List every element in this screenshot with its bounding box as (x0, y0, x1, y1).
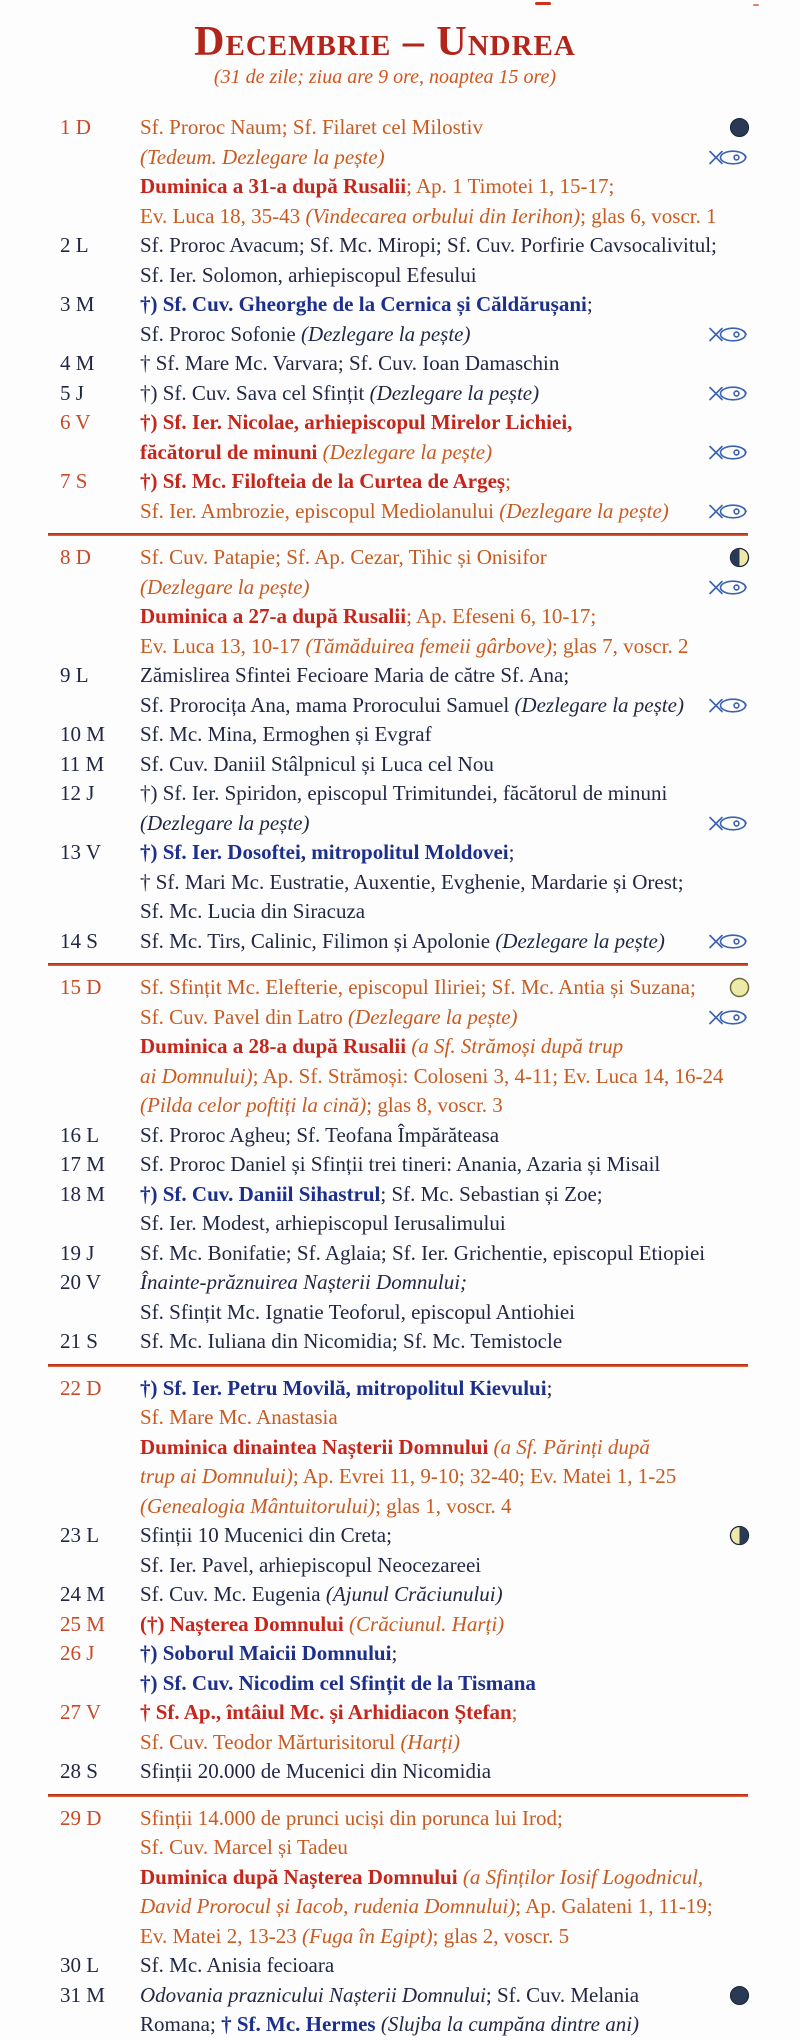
text-segment: Înainte-prăznuirea Nașterii Domnului; (140, 1270, 468, 1295)
fish-icon (708, 696, 750, 715)
fish-icon (708, 1008, 750, 1027)
text-segment: (a Sf. Strămoși după trup (411, 1034, 624, 1059)
text-segment: David Prorocul și Iacob, rudenia Domnului) (140, 1894, 516, 1919)
text-segment: ; (505, 469, 511, 494)
calendar-day-row (60, 408, 750, 467)
day-date: 17 M (60, 1152, 105, 1177)
calendar-day-row (60, 1374, 750, 1522)
text-segment: Duminica a 31-a după Rusalii (140, 174, 407, 199)
day-line (140, 320, 750, 350)
day-line (140, 927, 750, 957)
text-segment: ; Ap. Sf. Strămoși: Coloseni 3, 4-11; Ev. Luca 14, 16-24 (252, 1063, 724, 1088)
text-segment: ; Ap. Efeseni 6, 10-17; (406, 604, 597, 629)
day-line (140, 1327, 750, 1357)
day-line (140, 1639, 750, 1669)
day-line (140, 1521, 750, 1551)
day-line (140, 113, 750, 143)
day-entries (140, 661, 750, 720)
day-date: 15 D (60, 975, 102, 1000)
text-segment: †) Soborul Maicii Domnului (140, 1641, 392, 1666)
day-line (140, 379, 750, 409)
day-line (140, 290, 750, 320)
text-segment: †) Sf. Cuv. Daniil Sihastrul (140, 1181, 381, 1206)
text-segment: Sf. Cuv. Mc. Eugenia (140, 1582, 326, 1607)
day-date: 22 D (60, 1375, 102, 1400)
day-entries (140, 113, 750, 231)
day-line (140, 1062, 750, 1092)
text-segment: (Vindecarea orbului din Ierihon) (305, 203, 581, 228)
text-segment: Duminica a 27-a după Rusalii (140, 604, 407, 629)
calendar-day-row (60, 1180, 750, 1239)
text-segment: Sf. Mc. Bonifatie; Sf. Aglaia; Sf. Ier. Grichentie, episcopul Etiopiei (140, 1240, 706, 1265)
text-segment: ; Sf. Mc. Sebastian și Zoe; (380, 1181, 603, 1206)
day-line (140, 661, 750, 691)
day-date: 21 S (60, 1329, 98, 1354)
day-line (140, 1951, 750, 1981)
calendar-day-row (60, 927, 750, 957)
day-line (140, 261, 750, 291)
text-segment: ; (391, 1641, 398, 1666)
moon-icon (729, 117, 750, 138)
calendar-day-row (60, 290, 750, 349)
fish-icon (708, 443, 750, 462)
text-segment: †) Sf. Ier. Nicolae, arhiepiscopul Mirelor Lichiei, (140, 410, 573, 435)
day-line (140, 691, 750, 721)
text-segment: ; glas 1, voscr. 4 (375, 1493, 512, 1518)
text-segment: Sf. Proroc Naum; Sf. Filaret cel Milostiv (140, 115, 483, 140)
calendar-day-row (60, 1951, 750, 1981)
day-date: 8 D (60, 545, 91, 570)
day-line (140, 1804, 750, 1834)
text-segment: Duminica a 28-a după Rusalii (140, 1034, 412, 1059)
text-segment: ; Ap. 1 Timotei 1, 15-17; (406, 174, 615, 199)
day-date: 3 M (60, 292, 95, 317)
day-line (140, 1032, 750, 1062)
calendar-day-row (60, 1121, 750, 1151)
calendar-day-list (60, 113, 750, 2040)
calendar-day-row (60, 1268, 750, 1327)
text-segment: (Dezlegare la pește) (499, 498, 669, 523)
month-subtitle: (31 de zile; ziua are 9 ore, noaptea 15 ore) (213, 66, 557, 89)
day-line (140, 632, 750, 662)
text-segment: Sf. Mc. Tirs, Calinic, Filimon și Apolonie (140, 928, 496, 953)
calendar-day-row (60, 720, 750, 750)
day-entries (140, 1150, 750, 1180)
text-segment: Zămislirea Sfintei Fecioare Maria de către Sf. Ana; (140, 663, 570, 688)
day-line (140, 202, 750, 232)
text-segment: Duminica dinaintea Nașterii Domnului (140, 1434, 494, 1459)
text-segment: ; Ap. Evrei 11, 9-10; 32-40; Ev. Matei 1, 1-25 (292, 1464, 677, 1489)
scan-mark (535, 2, 551, 5)
day-entries (140, 543, 750, 661)
fish-icon (708, 932, 750, 951)
text-segment: (Dezlegare la pește) (348, 1004, 518, 1029)
text-segment: ; Ap. Galateni 1, 11-19; (515, 1894, 713, 1919)
day-entries (140, 1610, 750, 1640)
day-entries (140, 408, 750, 467)
text-segment: (Dezlegare la pește) (140, 574, 310, 599)
day-line (140, 1698, 750, 1728)
day-entries (140, 750, 750, 780)
day-line (140, 1757, 750, 1787)
text-segment: †) Sf. Cuv. Sava cel Sfințit (140, 380, 370, 405)
text-segment: Sfinții 14.000 de prunci uciși din porunca lui Irod; (140, 1805, 563, 1830)
text-segment: (Dezlegare la pește) (322, 439, 493, 464)
calendar-day-row (60, 467, 750, 526)
text-segment: (Slujba la cumpăna dintre ani) (380, 2012, 640, 2037)
day-line (140, 467, 750, 497)
section-separator (48, 1794, 748, 1797)
day-date: 29 D (60, 1805, 102, 1830)
day-entries (140, 1239, 750, 1269)
calendar-day-row (60, 113, 750, 231)
day-line (140, 1863, 750, 1893)
day-line (140, 438, 750, 468)
day-date: 20 V (60, 1270, 102, 1295)
day-line (140, 838, 750, 868)
text-segment: (Genealogia Mântuitorului) (140, 1493, 376, 1518)
day-date: 24 M (60, 1582, 105, 1607)
text-segment: Ev. Matei 2, 13-23 (140, 1923, 302, 1948)
day-line (140, 750, 750, 780)
fish-icon (708, 578, 750, 597)
text-segment: †) Sf. Ier. Dosoftei, mitropolitul Moldovei (140, 840, 509, 865)
day-line (140, 1669, 750, 1699)
day-date: 30 L (60, 1953, 100, 1978)
day-date: 10 M (60, 722, 105, 747)
day-entries (140, 1268, 750, 1327)
text-segment: ; Sf. Cuv. Melania (485, 1982, 640, 2007)
day-entries (140, 1327, 750, 1357)
text-segment: (Tămăduirea femeii gârbove) (305, 633, 552, 658)
text-segment: (†) Nașterea Domnului (140, 1611, 350, 1636)
text-segment: †) Sf. Ier. Spiridon, episcopul Trimitundei, făcătorul de minuni (140, 781, 668, 806)
day-line (140, 1003, 750, 1033)
section-separator (48, 963, 748, 966)
day-line (140, 720, 750, 750)
text-segment: Sf. Prorocița Ana, mama Prorocului Samuel (140, 692, 515, 717)
calendar-day-row (60, 1580, 750, 1610)
text-segment: Sf. Sfințit Mc. Elefterie, episcopul Iliriei; Sf. Mc. Antia și Suzana; (140, 975, 696, 1000)
day-line (140, 1492, 750, 1522)
text-segment: ; glas 2, voscr. 5 (432, 1923, 570, 1948)
day-line (140, 1610, 750, 1640)
day-line (140, 1121, 750, 1151)
text-segment: Sf. Mc. Anisia fecioara (140, 1953, 335, 1978)
day-entries (140, 1180, 750, 1239)
text-segment: trup ai Domnului) (140, 1464, 293, 1489)
text-segment: Sf. Mc. Lucia din Siracuza (140, 899, 366, 924)
day-line (140, 1091, 750, 1121)
day-entries (140, 1580, 750, 1610)
day-date: 23 L (60, 1523, 100, 1548)
text-segment: Sf. Proroc Sofonie (140, 321, 301, 346)
text-segment: Sf. Ier. Ambrozie, episcopul Mediolanului (140, 498, 500, 523)
day-date: 19 J (60, 1240, 95, 1265)
text-segment: ; (586, 292, 593, 317)
day-line (140, 897, 750, 927)
day-date: 9 L (60, 663, 89, 688)
day-line (140, 2010, 750, 2040)
day-line (140, 543, 750, 573)
moon-icon (729, 1525, 750, 1546)
text-segment: † Sf. Mc. Hermes (221, 2012, 381, 2037)
day-date: 13 V (60, 840, 102, 865)
day-line (140, 1374, 750, 1404)
day-line (140, 1462, 750, 1492)
text-segment: Sf. Ier. Solomon, arhiepiscopul Efesului (140, 262, 477, 287)
text-segment: (Harți) (400, 1729, 460, 1754)
day-entries (140, 1951, 750, 1981)
day-line (140, 1298, 750, 1328)
day-line (140, 349, 750, 379)
text-segment: †) Sf. Mc. Filofteia de la Curtea de Argeș (140, 469, 506, 494)
fish-icon (708, 384, 750, 403)
day-entries (140, 1698, 750, 1757)
text-segment: †) Sf. Cuv. Gheorghe de la Cernica și Căldărușani (140, 292, 587, 317)
day-entries (140, 1757, 750, 1787)
moon-icon (729, 1985, 750, 2006)
day-date: 11 M (60, 751, 105, 776)
text-segment: (Ajunul Crăciunului) (325, 1582, 503, 1607)
fish-icon (708, 148, 750, 167)
calendar-day-row (60, 838, 750, 927)
text-segment: (Dezlegare la pește) (369, 380, 540, 405)
text-segment: Sf. Ier. Pavel, arhiepiscopul Neocezareei (140, 1552, 482, 1577)
fish-icon (708, 325, 750, 344)
day-entries (140, 720, 750, 750)
calendar-day-row (60, 1521, 750, 1580)
text-segment: ; (511, 1700, 518, 1725)
calendar-day-row (60, 1327, 750, 1357)
day-line (140, 573, 750, 603)
text-segment: Sf. Cuv. Daniil Stâlpnicul și Luca cel Nou (140, 751, 494, 776)
day-date: 28 S (60, 1759, 98, 1784)
text-segment: (Pilda celor poftiți la cină) (140, 1093, 367, 1118)
text-segment: Sf. Cuv. Pavel din Latro (140, 1004, 349, 1029)
day-line (140, 1180, 750, 1210)
day-line (140, 1551, 750, 1581)
fish-icon (708, 502, 750, 521)
text-segment: Odovania praznicului Nașterii Domnului (140, 1982, 486, 2007)
calendar-day-row (60, 1610, 750, 1640)
calendar-day-row (60, 379, 750, 409)
text-segment: (Crăciunul. Harți) (349, 1611, 505, 1636)
day-date: 26 J (60, 1641, 95, 1666)
text-segment: Sf. Cuv. Teodor Mărturisitorul (140, 1729, 401, 1754)
day-entries (140, 467, 750, 526)
text-segment: (Dezlegare la pește) (495, 928, 665, 953)
day-line (140, 1433, 750, 1463)
calendar-day-row (60, 543, 750, 661)
day-line (140, 973, 750, 1003)
text-segment: Romana; (140, 2012, 222, 2037)
text-segment: Sf. Mare Mc. Anastasia (140, 1405, 338, 1430)
day-date: 25 M (60, 1611, 105, 1636)
calendar-day-row (60, 1804, 750, 1952)
month-title: Decembrie – Undrea (194, 19, 576, 65)
day-date: 18 M (60, 1181, 105, 1206)
text-segment: † Sf. Ap., întâiul Mc. și Arhidiacon Ștefan (140, 1700, 512, 1725)
text-segment: ; (546, 1375, 553, 1400)
moon-icon (729, 977, 750, 998)
day-line (140, 172, 750, 202)
day-line (140, 1268, 750, 1298)
text-segment: † Sf. Mare Mc. Varvara; Sf. Cuv. Ioan Damaschin (140, 351, 560, 376)
day-date: 1 D (60, 115, 91, 140)
day-line (140, 1403, 750, 1433)
calendar-day-row (60, 661, 750, 720)
text-segment: ; glas 8, voscr. 3 (366, 1093, 503, 1118)
text-segment: Ev. Luca 13, 10-17 (140, 633, 306, 658)
day-date: 12 J (60, 781, 95, 806)
calendar-day-row (60, 1639, 750, 1698)
text-segment: Sf. Mc. Mina, Ermoghen și Evgraf (140, 722, 432, 747)
day-entries (140, 290, 750, 349)
day-entries (140, 1521, 750, 1580)
day-line (140, 497, 750, 527)
day-date: 14 S (60, 928, 98, 953)
day-line (140, 1892, 750, 1922)
day-date: 7 S (60, 469, 88, 494)
day-line (140, 1833, 750, 1863)
day-line (140, 602, 750, 632)
day-entries (140, 779, 750, 838)
calendar-day-row (60, 231, 750, 290)
calendar-day-row (60, 349, 750, 379)
day-line (140, 1209, 750, 1239)
day-entries (140, 838, 750, 927)
text-segment: (a Sf. Părinți după (493, 1434, 650, 1459)
day-entries (140, 973, 750, 1121)
day-line (140, 1728, 750, 1758)
text-segment: Sfinții 10 Mucenici din Creta; (140, 1523, 392, 1548)
day-entries (140, 231, 750, 290)
text-segment: ; (508, 840, 515, 865)
day-entries (140, 1121, 750, 1151)
moon-icon (729, 547, 750, 568)
day-date: 4 M (60, 351, 95, 376)
text-segment: (Dezlegare la pește) (514, 692, 684, 717)
day-line (140, 1580, 750, 1610)
text-segment: Sf. Ier. Modest, arhiepiscopul Ierusalimului (140, 1211, 506, 1236)
text-segment: Sfinții 20.000 de Mucenici din Nicomidia (140, 1759, 492, 1784)
text-segment: (a Sfinților Iosif Logodnicul, (462, 1864, 704, 1889)
day-line (140, 408, 750, 438)
text-segment: făcătorul de minuni (140, 439, 323, 464)
text-segment: Ev. Luca 18, 35-43 (140, 203, 306, 228)
section-separator (48, 1364, 748, 1367)
day-date: 5 J (60, 380, 84, 405)
calendar-day-row (60, 1239, 750, 1269)
calendar-day-row (60, 779, 750, 838)
day-line (140, 809, 750, 839)
calendar-day-row (60, 1698, 750, 1757)
text-segment: Sf. Cuv. Patapie; Sf. Ap. Cezar, Tihic și Onisifor (140, 545, 547, 570)
calendar-day-row (60, 973, 750, 1121)
day-entries (140, 1374, 750, 1522)
text-segment: (Fuga în Egipt) (301, 1923, 433, 1948)
day-line (140, 1922, 750, 1952)
text-segment: ai Domnului) (140, 1063, 253, 1088)
day-date: 31 M (60, 1982, 105, 2007)
day-entries (140, 379, 750, 409)
day-line (140, 868, 750, 898)
day-line (140, 779, 750, 809)
text-segment: ; glas 6, voscr. 1 (580, 203, 717, 228)
day-entries (140, 1804, 750, 1952)
day-line (140, 231, 750, 261)
text-segment: Sf. Proroc Agheu; Sf. Teofana Împărăteasa (140, 1122, 500, 1147)
day-entries (140, 349, 750, 379)
calendar-day-row (60, 750, 750, 780)
fish-icon (708, 814, 750, 833)
calendar-day-row (60, 1757, 750, 1787)
text-segment: Sf. Mc. Iuliana din Nicomidia; Sf. Mc. Temistocle (140, 1329, 563, 1354)
scan-mark (753, 4, 759, 6)
text-segment: (Dezlegare la pește) (140, 810, 310, 835)
section-separator (48, 533, 748, 536)
day-date: 16 L (60, 1122, 100, 1147)
text-segment: (Dezlegare la pește) (301, 321, 471, 346)
calendar-day-row (60, 1981, 750, 2040)
day-line (140, 1239, 750, 1269)
text-segment: †) Sf. Ier. Petru Movilă, mitropolitul Kievului (140, 1375, 547, 1400)
day-entries (140, 927, 750, 957)
text-segment: †) Sf. Cuv. Nicodim cel Sfințit de la Tismana (140, 1670, 536, 1695)
calendar-day-row (60, 1150, 750, 1180)
day-date: 6 V (60, 410, 91, 435)
day-entries (140, 1981, 750, 2040)
text-segment: Sf. Proroc Daniel și Sfinții trei tineri: Anania, Azaria și Misail (140, 1152, 661, 1177)
text-segment: ; glas 7, voscr. 2 (551, 633, 689, 658)
text-segment: Duminica după Nașterea Domnului (140, 1864, 463, 1889)
day-date: 27 V (60, 1700, 102, 1725)
text-segment: Sf. Sfințit Mc. Ignatie Teoforul, episcopul Antiohiei (140, 1299, 576, 1324)
text-segment: † Sf. Mari Mc. Eustratie, Auxentie, Evghenie, Mardarie și Orest; (140, 869, 684, 894)
day-entries (140, 1639, 750, 1698)
day-line (140, 1981, 750, 2011)
day-line (140, 1150, 750, 1180)
day-date: 2 L (60, 233, 89, 258)
text-segment: (Tedeum. Dezlegare la pește) (140, 144, 385, 169)
text-segment: Sf. Proroc Avacum; Sf. Mc. Miropi; Sf. Cuv. Porfirie Cavsocalivitul; (140, 233, 717, 258)
day-line (140, 143, 750, 173)
text-segment: Sf. Cuv. Marcel și Tadeu (140, 1835, 348, 1860)
